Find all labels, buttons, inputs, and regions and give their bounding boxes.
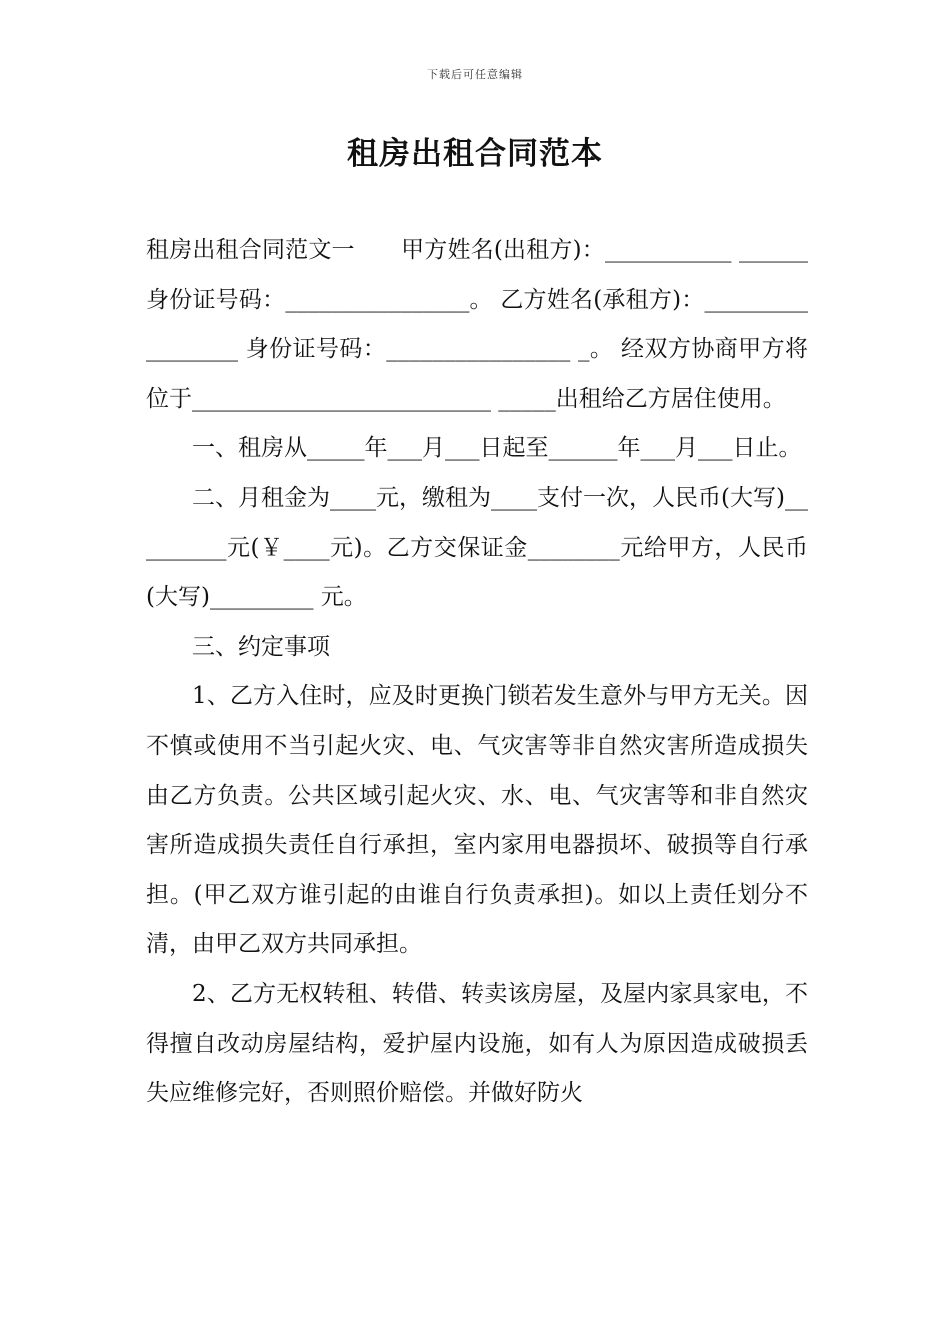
paragraph-clause-2: 2、乙方无权转租、转借、转卖该房屋，及屋内家具家电，不得擅自改动房屋结构，爱护屋内设施，如有人为原因造成破损丢失应维修完好，否则照价赔偿。并做好防火 xyxy=(146,980,808,1107)
document-body xyxy=(146,226,808,1119)
paragraph-rent: 二、月租金为____元，缴租为____支付一次，人民币(大写)_________元(￥____元)。乙方交保证金________元给甲方，人民币(大写)_________ 元。 xyxy=(146,484,808,611)
paragraph-terms-heading: 三、约定事项 xyxy=(192,633,330,660)
header-note: 下载后可任意编辑 xyxy=(427,68,523,81)
paragraph-parties: 租房出租合同范文一 甲方姓名(出租方)：___________ ______ 身份证号码：________________。 乙方姓名(承租方)：_________________ 身份证号码：________________ _。 经双方协商甲方将位于__________________________ _____出租给乙方居住使用。 xyxy=(146,237,808,412)
paragraph-clause-1: 1、乙方入住时，应及时更换门锁若发生意外与甲方无关。因不慎或使用不当引起火灾、电、气灾害等非自然灾害所造成损失由乙方负责。公共区域引起火灾、水、电、气灾害等和非自然灾害所造成损失责任自行承担，室内家用电器损坏、破损等自行承担。(甲乙双方谁引起的由谁自行负责承担)。如以上责任划分不清，由甲乙双方共同承担。 xyxy=(146,683,808,958)
paragraph-term: 一、租房从_____年___月___日起至______年___月___日止。 xyxy=(192,435,802,462)
document-title: 租房出租合同范本 xyxy=(347,136,603,172)
